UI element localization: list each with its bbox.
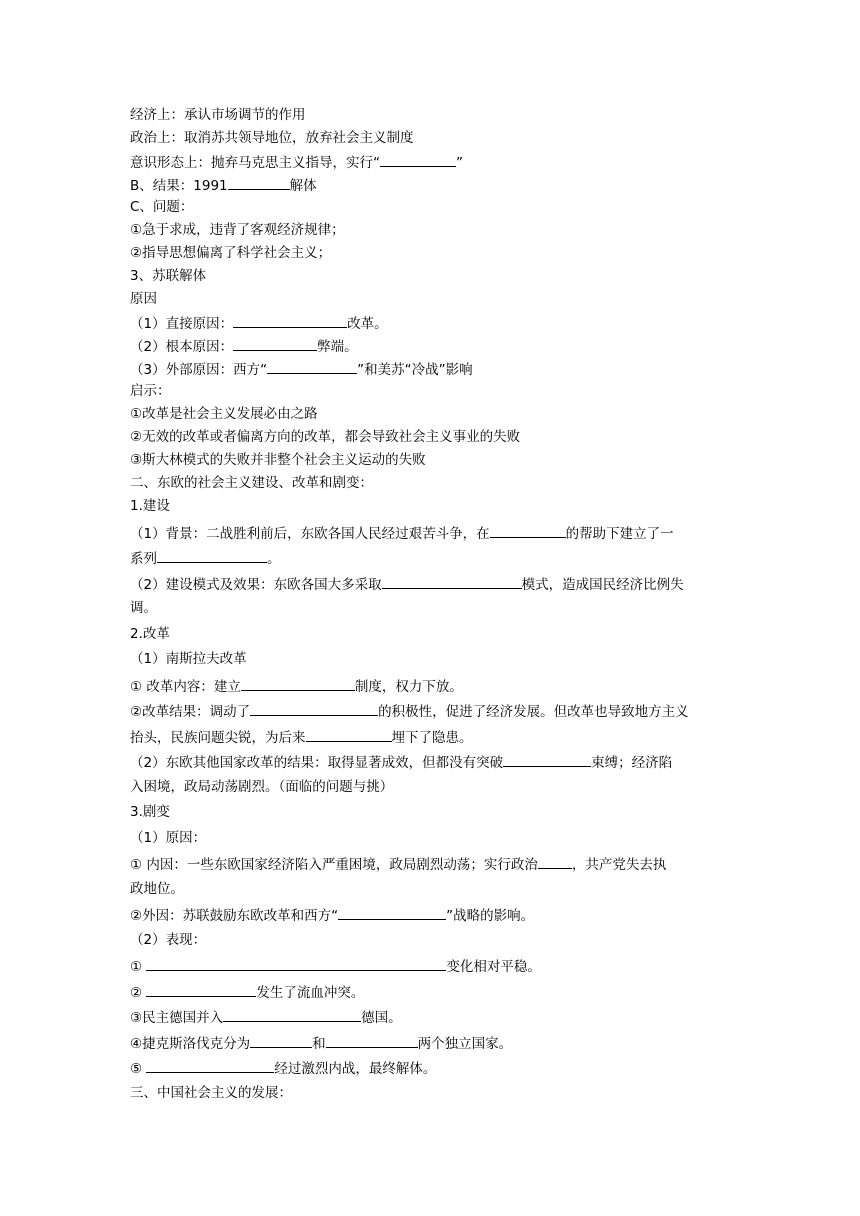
text-line: （3）外部原因：西方“ ”和美苏“冷战”影响 — [130, 359, 473, 379]
fill-blank — [157, 548, 267, 563]
text-line: ① 变化相对平稳。 — [130, 956, 541, 976]
section-heading: 三、中国社会主义的发展： — [130, 1085, 292, 1101]
fill-blank — [306, 727, 392, 742]
text-line: ⑤ 经过激烈内战，最终解体。 — [130, 1058, 436, 1078]
text-line: ② 发生了流血冲突。 — [130, 982, 364, 1002]
text-line: （2）根本原因： 弊端。 — [130, 336, 358, 356]
text-line: C、问题： — [130, 199, 194, 215]
text-line: （2）建设模式及效果：东欧各国大多采取 模式，造成国民经济比例失 — [130, 574, 684, 594]
text-line: ① 内因：一些东欧国家经济陷入严重困境，政局剧烈动荡；实行政治 ，共产党失去执 — [130, 854, 666, 874]
text-line: ②改革结果：调动了 的积极性，促进了经济发展。但改革也导致地方主义 — [130, 701, 689, 721]
fill-blank — [250, 1033, 312, 1048]
fill-blank — [503, 752, 591, 767]
section-heading: 1.建设 — [130, 498, 170, 514]
text-line: （2）东欧其他国家改革的结果：取得显著成效，但都没有突破 束缚；经济陷 — [130, 752, 672, 772]
fill-blank — [146, 956, 446, 971]
text-line: （1）南斯拉夫改革 — [130, 651, 247, 667]
fill-blank — [250, 701, 378, 716]
text-line: 系列 。 — [130, 548, 281, 568]
text-line: ①改革是社会主义发展必由之路 — [130, 406, 318, 422]
text-line: 原因 — [130, 291, 157, 307]
text-line: ②指导思想偏离了科学社会主义； — [130, 245, 332, 261]
fill-blank — [382, 574, 522, 589]
fill-blank — [146, 982, 256, 997]
fill-blank — [338, 905, 446, 920]
text-line: （1）背景：二战胜利前后，东欧各国人民经过艰苦斗争，在 的帮助下建立了一 — [130, 523, 674, 543]
text-line: 经济上：承认市场调节的作用 — [130, 107, 306, 123]
text-line: ②外因：苏联鼓励东欧改革和西方“ ”战略的影响。 — [130, 905, 534, 925]
fill-blank — [326, 1033, 418, 1048]
section-heading: 3、苏联解体 — [130, 268, 207, 284]
text-line: ③民主德国并入 德国。 — [130, 1007, 402, 1027]
fill-blank — [267, 359, 357, 374]
text-line: ④捷克斯洛伐克分为 和 两个独立国家。 — [130, 1033, 512, 1053]
fill-blank — [241, 676, 355, 691]
text-line: （2）表现： — [130, 932, 207, 948]
fill-blank — [228, 175, 290, 190]
text-line: 调。 — [130, 600, 157, 616]
fill-blank — [538, 854, 572, 869]
text-line: B、结果：1991 解体 — [130, 175, 317, 195]
text-line: ①急于求成，违背了客观经济规律； — [130, 222, 345, 238]
text-line: 入困境，政局动荡剧烈。（面临的问题与挑） — [130, 779, 394, 795]
text-line: 政地位。 — [130, 881, 184, 897]
text-line: ②无效的改革或者偏离方向的改革，都会导致社会主义事业的失败 — [130, 429, 521, 445]
fill-blank — [490, 523, 566, 538]
fill-blank — [146, 1058, 274, 1073]
text-line: （1）直接原因： 改革。 — [130, 313, 388, 333]
text-line: 启示： — [130, 383, 171, 399]
fill-blank — [233, 313, 347, 328]
text-line: 抬头，民族问题尖锐，为后来 埋下了隐患。 — [130, 727, 473, 747]
section-heading: 2.改革 — [130, 626, 170, 642]
text-line: 政治上：取消苏共领导地位，放弃社会主义制度 — [130, 130, 414, 146]
section-heading: 二、东欧的社会主义建设、改革和剧变： — [130, 475, 373, 491]
text-line: ③斯大林模式的失败并非整个社会主义运动的失败 — [130, 452, 426, 468]
section-heading: 3.剧变 — [130, 804, 170, 820]
text-line: ① 改革内容：建立 制度，权力下放。 — [130, 676, 463, 696]
text-line: 意识形态上：抛弃马克思主义指导，实行“ ” — [130, 152, 463, 172]
fill-blank — [233, 336, 317, 351]
fill-blank — [380, 152, 456, 167]
fill-blank — [223, 1007, 361, 1022]
text-line: （1）原因： — [130, 830, 207, 846]
